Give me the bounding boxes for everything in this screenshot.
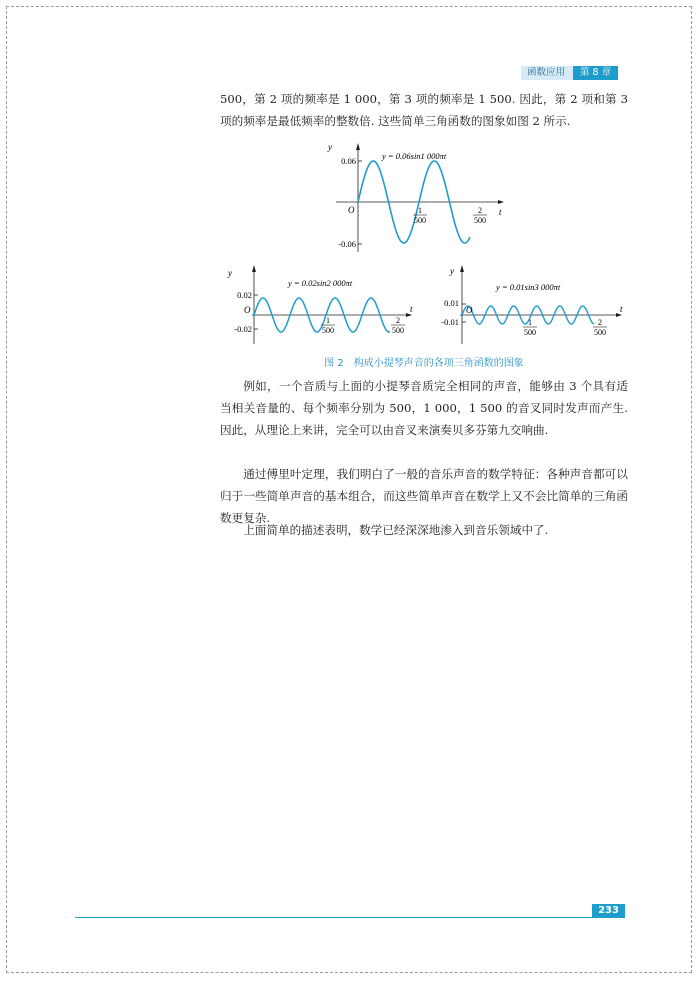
xtick-den: 500 xyxy=(474,216,486,225)
origin-label: O xyxy=(244,305,251,315)
ytick-label-min: -0.01 xyxy=(441,317,459,327)
xtick-2-500 xyxy=(391,316,405,335)
chart-sine-1 xyxy=(320,140,510,258)
xtick-num: 2 xyxy=(396,316,400,325)
origin-label: O xyxy=(466,305,473,315)
chart-title: y = 0.01sin3 000πt xyxy=(496,282,561,292)
t-axis-arrow xyxy=(498,200,504,204)
t-label: t xyxy=(410,304,413,314)
xtick-den: 500 xyxy=(392,326,404,335)
chart-title: y = 0.02sin2 000πt xyxy=(288,278,353,288)
ytick-label-max: 0.01 xyxy=(444,298,459,308)
xtick-den: 500 xyxy=(322,326,334,335)
xtick-2-500 xyxy=(473,206,487,225)
xtick-den: 500 xyxy=(594,328,606,337)
chart-sine-2 xyxy=(222,264,418,348)
chapter-header xyxy=(521,66,618,80)
xtick-num: 2 xyxy=(598,318,602,327)
chapter-label: 第 8 章 xyxy=(573,66,618,80)
xtick-num: 2 xyxy=(478,206,482,215)
xtick-1-500 xyxy=(321,316,335,335)
xtick-den: 500 xyxy=(414,216,426,225)
y-label: y xyxy=(328,142,332,152)
paragraph-example: 例如，一个音质与上面的小提琴音质完全相同的声音，能够由 3 个具有适当相关音量的、每个频率分别为 500，1 000，1 500 的音叉同时发声而产生. 因此，从理论上来讲，完全可以由音叉来演奏贝多芬第九交响曲. xyxy=(220,379,628,437)
origin-label: O xyxy=(348,205,355,215)
page-number: 233 xyxy=(592,904,625,918)
xtick-num: 1 xyxy=(326,316,330,325)
xtick-den: 500 xyxy=(524,328,536,337)
xtick-num: 1 xyxy=(528,318,532,327)
y-axis-arrow xyxy=(356,143,360,150)
ytick-label-min: -0.06 xyxy=(338,239,356,249)
figure-caption: 图 2 构成小提琴声音的各项三角函数的图象 xyxy=(324,358,524,369)
ytick-label-max: 0.02 xyxy=(237,290,252,300)
y-label: y xyxy=(228,268,232,278)
xtick-1-500 xyxy=(413,206,427,225)
paragraph-fourier: 通过傅里叶定理，我们明白了一般的音乐声音的数学特征：各种声音都可以归于一些简单声音的基本组合，而这些简单声音在数学上又不会比简单的三角函数更复杂. xyxy=(220,467,628,525)
ytick-label-max: 0.06 xyxy=(341,156,356,166)
y-label: y xyxy=(450,266,454,276)
t-label: t xyxy=(620,304,623,314)
y-axis-arrow xyxy=(460,265,464,272)
footer-rule xyxy=(75,917,625,918)
chart-sine-3 xyxy=(432,264,628,348)
xtick-num: 1 xyxy=(418,206,422,215)
paragraph-conclusion: 上面简单的描述表明，数学已经深深地渗入到音乐领域中了. xyxy=(243,523,549,537)
xtick-1-500 xyxy=(523,318,537,337)
t-label: t xyxy=(499,207,502,217)
chart-title: y = 0.06sin1 000πt xyxy=(382,151,447,161)
paragraph-intro: 500，第 2 项的频率是 1 000，第 3 项的频率是 1 500. 因此，第 2 项和第 3 项的频率是最低频率的整数倍. 这些简单三角函数的图象如图 2 所示. xyxy=(220,92,628,128)
y-axis-arrow xyxy=(252,265,256,272)
xtick-2-500 xyxy=(593,318,607,337)
section-label: 函数应用 xyxy=(521,66,573,80)
ytick-label-min: -0.02 xyxy=(234,324,252,334)
